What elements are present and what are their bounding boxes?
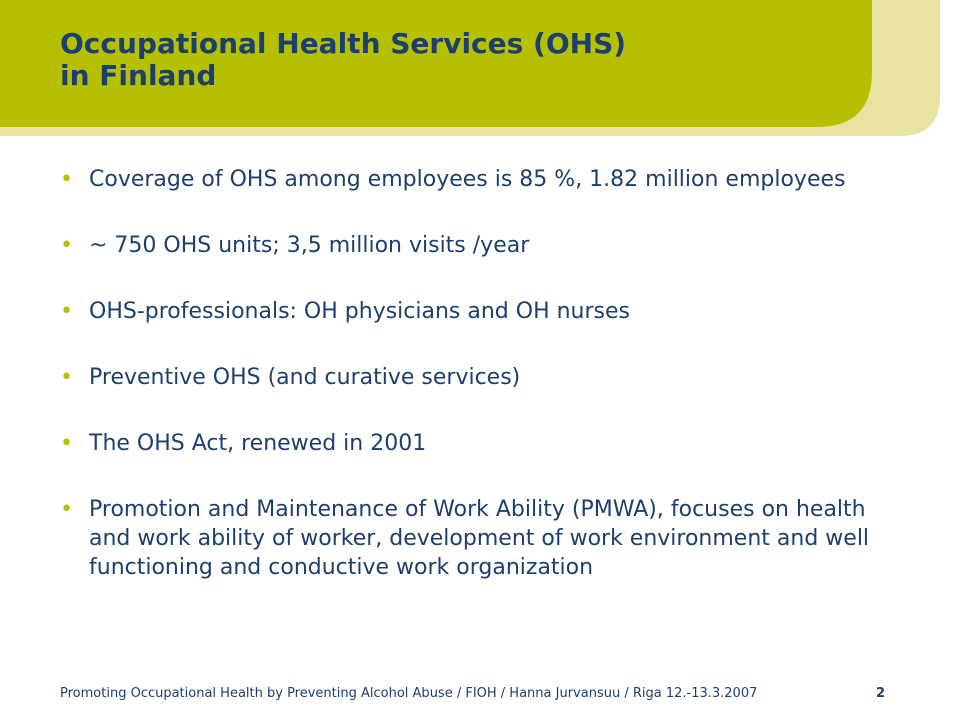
bullet-item-preventive	[60, 363, 880, 392]
bullet-dot-icon: •	[60, 167, 73, 192]
slide-title-line-1: Occupational Health Services (OHS)	[60, 27, 627, 60]
bullet-item-coverage	[60, 165, 880, 194]
bullet-text: Coverage of OHS among employees is 85 %, 1.82 million employees	[89, 167, 846, 192]
slide-title	[60, 28, 840, 92]
page-number: 2	[875, 686, 885, 701]
bullet-list	[60, 165, 880, 582]
bullet-dot-icon: •	[60, 365, 73, 390]
bullet-text: ~ 750 OHS units; 3,5 million visits /year	[89, 233, 530, 258]
bullet-item-units	[60, 231, 880, 260]
bullet-dot-icon: •	[60, 233, 73, 258]
footer-text: Promoting Occupational Health by Preventing Alcohol Abuse / FIOH / Hanna Jurvansuu / Riga 12.-13.3.2007	[60, 686, 758, 701]
bullet-text: The OHS Act, renewed in 2001	[89, 431, 427, 456]
bullet-dot-icon: •	[60, 431, 73, 456]
bullet-item-act	[60, 429, 880, 458]
slide-title-line-2: in Finland	[60, 59, 217, 92]
bullet-text: Preventive OHS (and curative services)	[89, 365, 521, 390]
bullet-text: Promotion and Maintenance of Work Ability (PMWA), focuses on health and work ability of worker, development of work environment and well functioning and conductive work organization	[89, 497, 870, 580]
bullet-item-professionals	[60, 297, 880, 326]
bullet-dot-icon: •	[60, 497, 73, 522]
bullet-item-pmwa	[60, 495, 880, 582]
bullet-text: OHS-professionals: OH physicians and OH nurses	[89, 299, 630, 324]
bullet-dot-icon: •	[60, 299, 73, 324]
